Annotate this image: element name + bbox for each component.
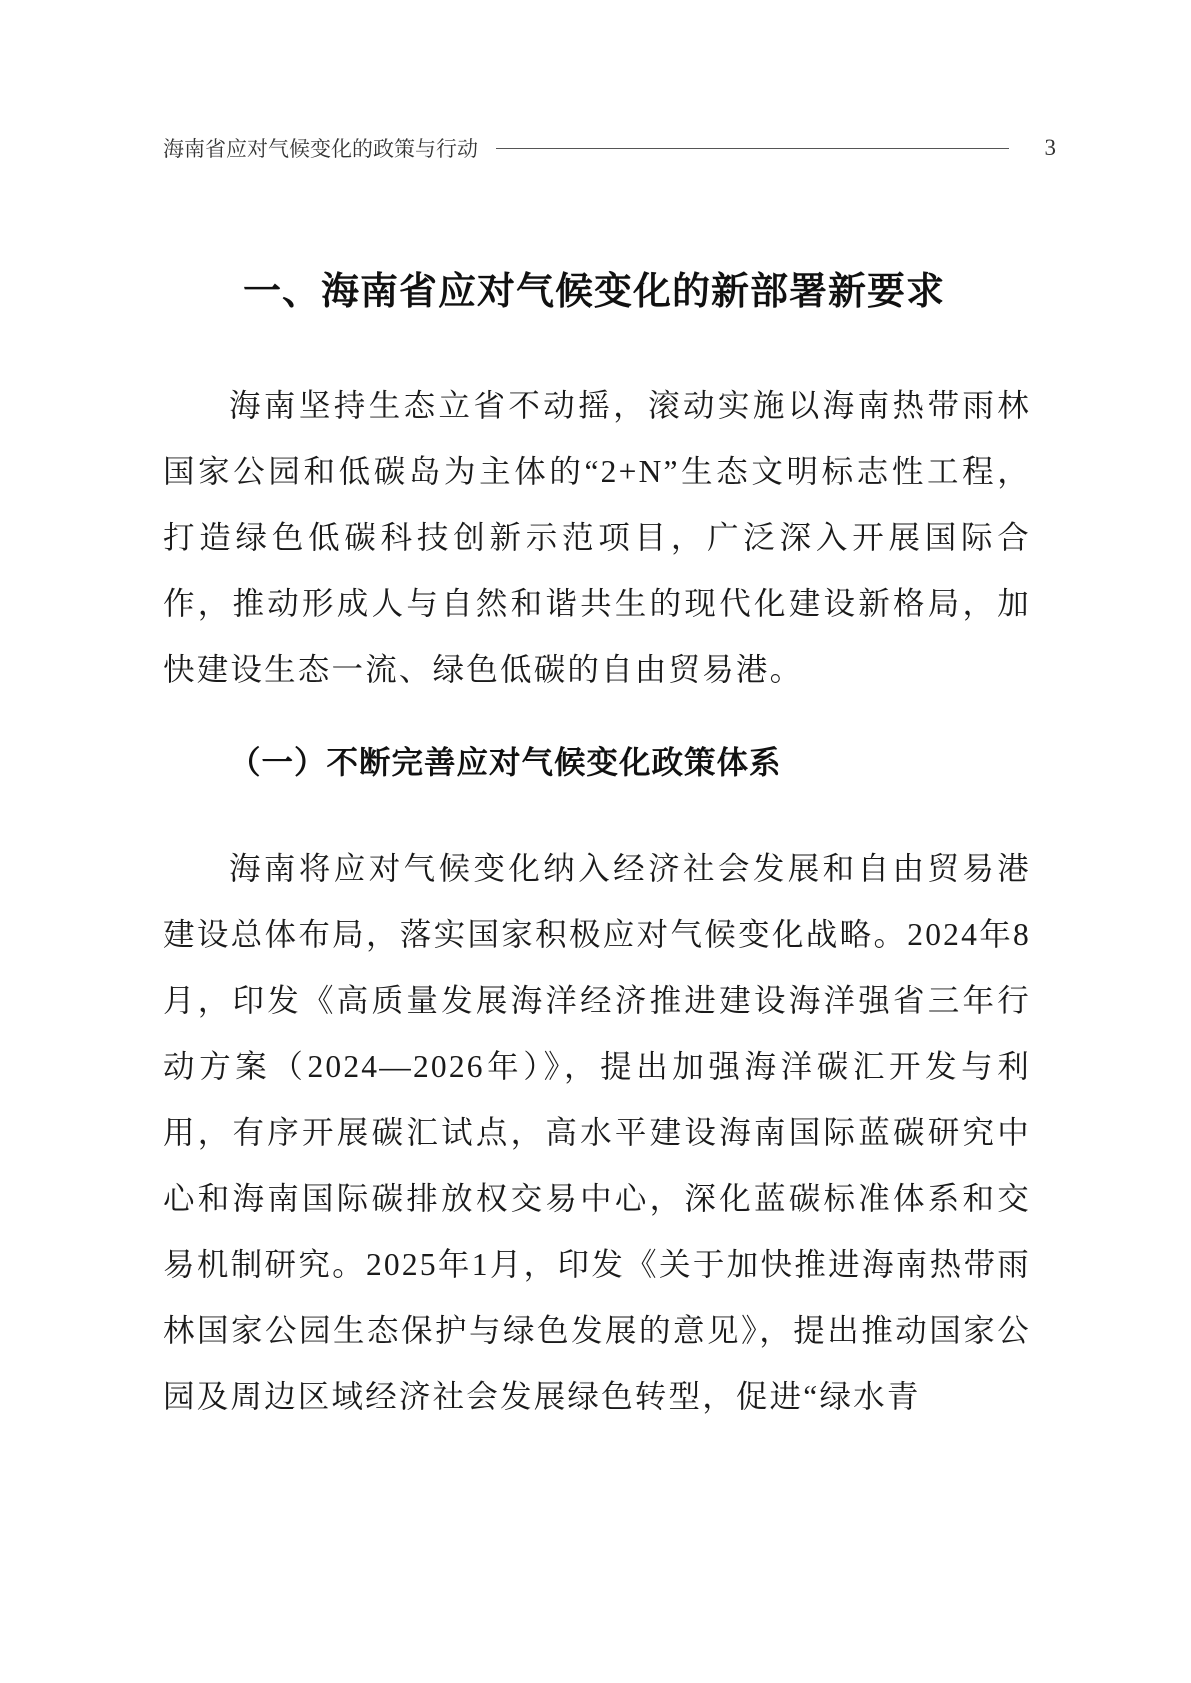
section-heading: （一）不断完善应对气候变化政策体系 — [229, 744, 782, 781]
page-number: 3 — [1044, 135, 1056, 160]
body-paragraph-policy: 海南将应对气候变化纳入经济社会发展和自由贸易港建设总体布局，落实国家积极应对气候变化战略。2024年8月，印发《高质量发展海洋经济推进建设海洋强省三年行动方案（2024—2026年）》，提出加强海洋碳汇开发与利用，有序开展碳汇试点，高水平建设海南国际蓝碳研究中心和海南国际碳排放权交易中心，深化蓝碳标准体系和交易机制研究。2025年1月，印发《关于加快推进海南热带雨林国家公园生态保护与绿色发展的意见》，提出推动国家公园及周边区域经济社会发展绿色转型，促进“绿水青 — [163, 851, 1031, 1414]
header-rule — [496, 148, 1009, 149]
chapter-title: 一、海南省应对气候变化的新部署新要求 — [242, 269, 945, 313]
body-paragraph-intro: 海南坚持生态立省不动摇，滚动实施以海南热带雨林国家公园和低碳岛为主体的“2+N”生态文明标志性工程，打造绿色低碳科技创新示范项目，广泛深入开展国际合作，推动形成人与自然和谐共生的现代化建设新格局，加快建设生态一流、绿色低碳的自由贸易港。 — [163, 388, 1031, 687]
running-header — [163, 131, 1056, 165]
header-title: 海南省应对气候变化的政策与行动 — [163, 137, 478, 161]
